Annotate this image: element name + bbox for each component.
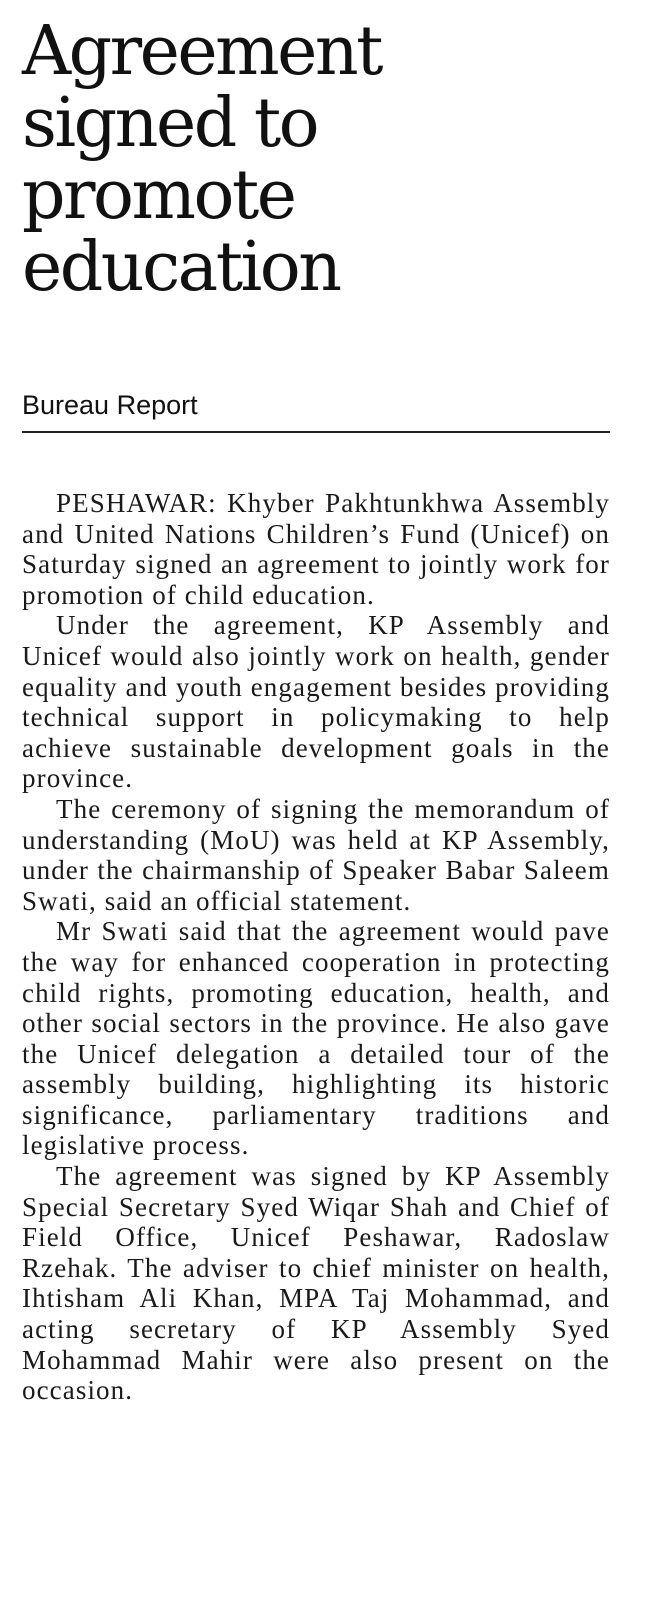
byline: Bureau Report: [22, 385, 610, 433]
headline-line: Agreement: [22, 12, 381, 91]
paragraph: The agreement was signed by KP Assembly Special Secretary Syed Wiqar Shah and Chief of Field Office, Unicef Peshawar, Radoslaw Rzehak. The adviser to chief minister on health, Ihtisham Ali Khan, MPA Taj Mohammad, and acting secretary of KP Assembly Syed Mohammad Mahir were also present on the occasion.: [22, 1161, 610, 1406]
article-body: [22, 488, 610, 1406]
headline: [22, 0, 610, 307]
headline-line: promote: [22, 156, 295, 235]
news-article: [22, 0, 610, 1406]
headline-line: education: [22, 228, 340, 307]
paragraph: The ceremony of signing the memorandum of understanding (MoU) was held at KP Assembly, under the chairmanship of Speaker Babar Saleem Swati, said an official statement.: [22, 793, 610, 916]
paragraph: Mr Swati said that the agreement would pave the way for enhanced cooperation in protecting child rights, promoting education, health, and other social sectors in the province. He also gave the Unicef delegation a detailed tour of the assembly building, highlighting its historic significance, parliamentary traditions and legislative process.: [22, 916, 610, 1161]
paragraph: Under the agreement, KP Assembly and Unicef would also jointly work on health, gender equality and youth engagement besides providing technical support in policymaking to help achieve sustainable development goals in the province.: [22, 610, 610, 794]
paragraph: PESHAWAR: Khyber Pakhtunkhwa Assembly and United Nations Children’s Fund (Unicef) on Saturday signed an agreement to jointly work for promotion of child education.: [22, 488, 610, 610]
headline-line: signed to: [22, 84, 318, 163]
